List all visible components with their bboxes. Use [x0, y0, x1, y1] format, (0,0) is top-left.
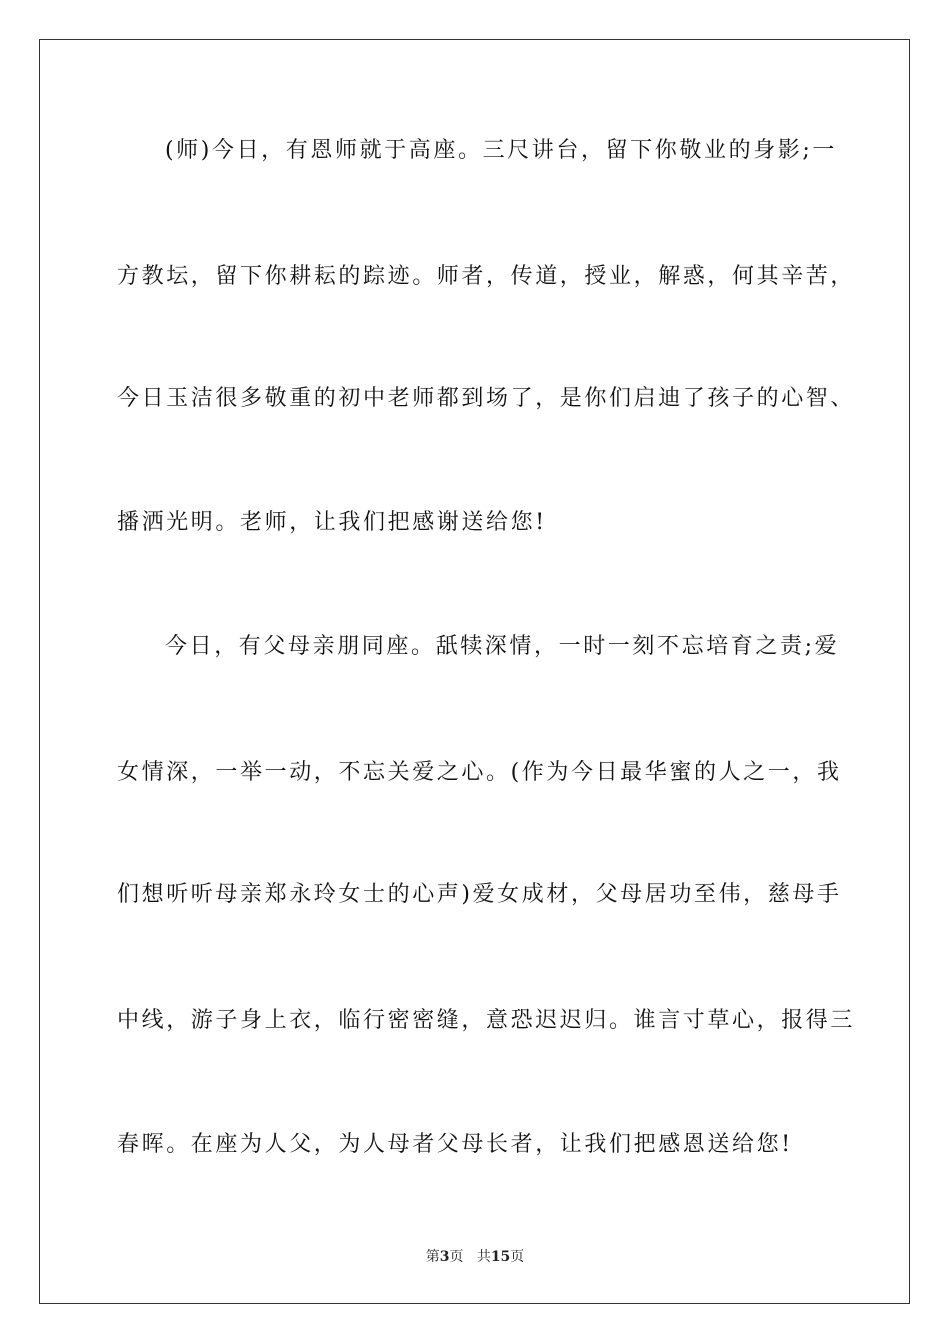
paragraph-2-line-4: 中线，游子身上衣，临行密密缝，意恐迟迟归。谁言寸草心，报得三: [117, 1008, 856, 1033]
paragraph-2-line-5: 春晖。在座为人父，为人母者父母长者，让我们把感恩送给您!: [117, 1132, 793, 1157]
paragraph-2-line-3: 们想听听母亲郑永玲女士的心声)爱女成材，父母居功至伟，慈母手: [117, 882, 842, 907]
paragraph-2-line-1: 今日，有父母亲朋同座。舐犊深情，一时一刻不忘培育之责;爱: [165, 634, 840, 659]
paragraph-1-line-2: 方教坛，留下你耕耘的踪迹。师者，传道，授业，解惑，何其辛苦，: [117, 264, 856, 289]
page-prefix: 第: [425, 1249, 440, 1265]
page-footer: [0, 1247, 950, 1267]
paragraph-2-line-2: 女情深，一举一动，不忘关爱之心。(作为今日最华蜜的人之一，我: [117, 760, 842, 785]
total-suffix: 页: [510, 1249, 525, 1265]
paragraph-1-line-4: 播洒光明。老师，让我们把感谢送给您!: [117, 510, 547, 535]
total-prefix: 共: [476, 1249, 491, 1265]
paragraph-1-line-3: 今日玉洁很多敬重的初中老师都到场了，是你们启迪了孩子的心智、: [117, 386, 856, 411]
page-border: [39, 39, 910, 1304]
page-suffix: 页: [449, 1249, 464, 1265]
total-pages-number: 15: [490, 1249, 511, 1265]
paragraph-1-line-1: (师)今日，有恩师就于高座。三尺讲台，留下你敬业的身影;一: [165, 138, 837, 163]
current-page-number: 3: [439, 1249, 450, 1265]
